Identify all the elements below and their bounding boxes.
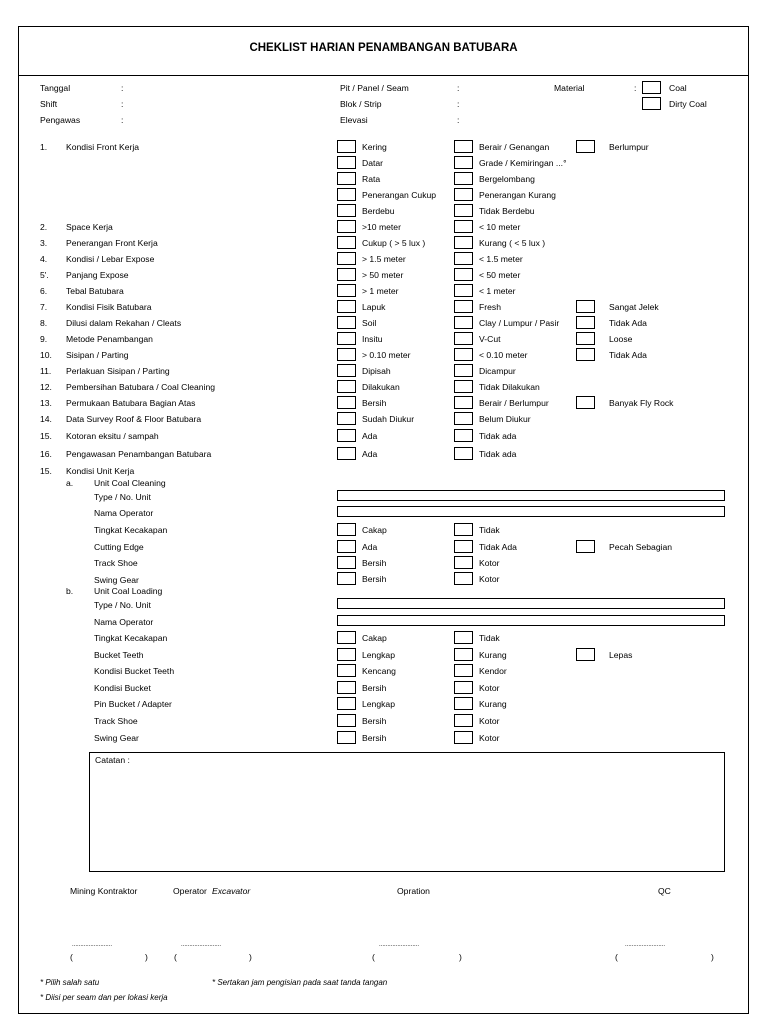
check-label: Tingkat Kecakapan — [94, 633, 168, 643]
colon: : — [457, 115, 460, 125]
item-label: Tebal Batubara — [66, 286, 124, 296]
check-label: Track Shoe — [94, 558, 138, 568]
option-label: Berdebu — [362, 206, 395, 216]
option-checkbox[interactable] — [454, 140, 473, 153]
option-label: < 1 meter — [479, 286, 516, 296]
option-label: Penerangan Cukup — [362, 190, 437, 200]
option-checkbox[interactable] — [337, 156, 356, 169]
unit-letter: b. — [66, 586, 74, 596]
colon: : — [634, 83, 637, 93]
option-checkbox[interactable] — [337, 731, 356, 744]
operator-input[interactable] — [337, 615, 725, 626]
item-label: Kondisi Unit Kerja — [66, 466, 135, 476]
paren-open: ( — [615, 952, 618, 962]
option-checkbox[interactable] — [337, 681, 356, 694]
option-label: Tidak Dilakukan — [479, 382, 540, 392]
option-checkbox[interactable] — [454, 204, 473, 217]
sign-line: ........................ — [72, 942, 113, 948]
unit-title: Unit Coal Loading — [94, 586, 163, 596]
option-label: Tidak Ada — [609, 350, 647, 360]
option-label: Cukup ( > 5 lux ) — [362, 238, 426, 248]
option-checkbox[interactable] — [337, 664, 356, 677]
option-label: Tidak Ada — [479, 542, 517, 552]
option-label: Dilakukan — [362, 382, 400, 392]
option-checkbox[interactable] — [337, 380, 356, 393]
option-checkbox[interactable] — [337, 172, 356, 185]
option-label: Clay / Lumpur / Pasir — [479, 318, 560, 328]
option-checkbox[interactable] — [337, 697, 356, 710]
paren-open: ( — [372, 952, 375, 962]
notes-box[interactable] — [89, 752, 725, 872]
option-checkbox[interactable] — [337, 412, 356, 425]
colon: : — [121, 83, 124, 93]
option-checkbox[interactable] — [454, 540, 473, 553]
option-checkbox[interactable] — [454, 556, 473, 569]
item-number: 16. — [40, 449, 52, 459]
option-checkbox[interactable] — [337, 572, 356, 585]
dirty-coal-label: Dirty Coal — [669, 99, 707, 109]
shift-label: Shift — [40, 99, 58, 109]
sign-opration-label: Opration — [397, 886, 430, 896]
option-checkbox[interactable] — [337, 268, 356, 281]
colon: : — [457, 99, 460, 109]
option-label: Tidak — [479, 525, 500, 535]
colon: : — [121, 115, 124, 125]
item-number: 5'. — [40, 270, 49, 280]
item-label: Sisipan / Parting — [66, 350, 129, 360]
check-label: Swing Gear — [94, 733, 139, 743]
coal-checkbox[interactable] — [642, 81, 661, 94]
option-label: Bersih — [362, 683, 387, 693]
option-label: >10 meter — [362, 222, 401, 232]
option-label: Sudah Diukur — [362, 414, 415, 424]
option-label: Cakap — [362, 633, 387, 643]
elevasi-label: Elevasi — [340, 115, 368, 125]
option-checkbox[interactable] — [337, 188, 356, 201]
option-label: Dicampur — [479, 366, 516, 376]
option-checkbox[interactable] — [454, 188, 473, 201]
item-number: 13. — [40, 398, 52, 408]
option-checkbox[interactable] — [576, 140, 595, 153]
footnote-3: * Diisi per seam dan per lokasi kerja — [40, 993, 168, 1002]
option-label: Ada — [362, 449, 378, 459]
option-label: Rata — [362, 174, 381, 184]
dirty-coal-checkbox[interactable] — [642, 97, 661, 110]
option-label: Bersih — [362, 574, 387, 584]
option-checkbox[interactable] — [337, 540, 356, 553]
material-label: Material — [554, 83, 585, 93]
option-label: < 0.10 meter — [479, 350, 528, 360]
option-label: Bersih — [362, 733, 387, 743]
item-label: Dilusi dalam Rekahan / Cleats — [66, 318, 182, 328]
item-number: 8. — [40, 318, 48, 328]
option-checkbox[interactable] — [337, 140, 356, 153]
option-checkbox[interactable] — [454, 364, 473, 377]
sign-mining-label: Mining Kontraktor — [70, 886, 138, 896]
unit-title: Unit Coal Cleaning — [94, 478, 166, 488]
sign-line: ........................ — [625, 942, 666, 948]
option-checkbox[interactable] — [576, 396, 595, 409]
option-label: Grade / Kemiringan ...° — [479, 158, 567, 168]
option-label: Tidak ada — [479, 431, 517, 441]
option-checkbox[interactable] — [337, 429, 356, 442]
option-checkbox[interactable] — [337, 648, 356, 661]
check-label: Pin Bucket / Adapter — [94, 699, 172, 709]
option-label: Loose — [609, 334, 633, 344]
option-label: Tidak Ada — [609, 318, 647, 328]
option-checkbox[interactable] — [337, 300, 356, 313]
option-label: Ada — [362, 431, 378, 441]
option-checkbox[interactable] — [576, 540, 595, 553]
option-checkbox[interactable] — [337, 332, 356, 345]
item-number: 14. — [40, 414, 52, 424]
option-label: Kendor — [479, 666, 507, 676]
item-label: Data Survey Roof & Floor Batubara — [66, 414, 202, 424]
option-label: Penerangan Kurang — [479, 190, 556, 200]
check-label: Swing Gear — [94, 575, 139, 585]
option-label: > 1.5 meter — [362, 254, 406, 264]
option-label: Bersih — [362, 558, 387, 568]
paren-close: ) — [249, 952, 252, 962]
item-label: Permukaan Batubara Bagian Atas — [66, 398, 196, 408]
option-checkbox[interactable] — [454, 172, 473, 185]
option-label: Berlumpur — [609, 142, 649, 152]
option-checkbox[interactable] — [454, 236, 473, 249]
option-checkbox[interactable] — [337, 364, 356, 377]
item-number: 6. — [40, 286, 48, 296]
pengawas-label: Pengawas — [40, 115, 81, 125]
option-label: Datar — [362, 158, 384, 168]
option-checkbox[interactable] — [337, 252, 356, 265]
option-checkbox[interactable] — [454, 220, 473, 233]
option-label: Kotor — [479, 574, 500, 584]
colon: : — [457, 83, 460, 93]
option-checkbox[interactable] — [454, 156, 473, 169]
option-label: Lengkap — [362, 650, 395, 660]
option-label: Kotor — [479, 716, 500, 726]
option-checkbox[interactable] — [337, 220, 356, 233]
coal-label: Coal — [669, 83, 687, 93]
check-label: Track Shoe — [94, 716, 138, 726]
tanggal-label: Tanggal — [40, 83, 71, 93]
option-checkbox[interactable] — [454, 332, 473, 345]
item-number: 10. — [40, 350, 52, 360]
unit-letter: a. — [66, 478, 74, 488]
item-number: 1. — [40, 142, 48, 152]
option-label: Banyak Fly Rock — [609, 398, 674, 408]
paren-open: ( — [70, 952, 73, 962]
option-label: < 1.5 meter — [479, 254, 523, 264]
option-checkbox[interactable] — [337, 348, 356, 361]
option-checkbox[interactable] — [454, 572, 473, 585]
colon: : — [121, 99, 124, 109]
option-checkbox[interactable] — [576, 316, 595, 329]
check-label: Bucket Teeth — [94, 650, 144, 660]
option-label: Belum Diukur — [479, 414, 531, 424]
option-checkbox[interactable] — [337, 714, 356, 727]
option-checkbox[interactable] — [454, 664, 473, 677]
paren-close: ) — [711, 952, 714, 962]
option-checkbox[interactable] — [576, 348, 595, 361]
option-checkbox[interactable] — [454, 697, 473, 710]
item-label: Kondisi Fisik Batubara — [66, 302, 152, 312]
item-label: Space Kerja — [66, 222, 113, 232]
option-checkbox[interactable] — [337, 447, 356, 460]
paren-close: ) — [145, 952, 148, 962]
option-checkbox[interactable] — [337, 204, 356, 217]
option-label: V-Cut — [479, 334, 501, 344]
option-label: Bersih — [362, 716, 387, 726]
option-checkbox[interactable] — [454, 396, 473, 409]
item-number: 3. — [40, 238, 48, 248]
option-label: Berair / Genangan — [479, 142, 550, 152]
option-checkbox[interactable] — [337, 396, 356, 409]
option-label: Kencang — [362, 666, 396, 676]
footnote-1: * Pilih salah satu — [40, 978, 100, 987]
option-label: Kotor — [479, 558, 500, 568]
sign-line: ........................ — [379, 942, 420, 948]
item-number: 4. — [40, 254, 48, 264]
option-checkbox[interactable] — [337, 556, 356, 569]
option-checkbox[interactable] — [337, 631, 356, 644]
option-checkbox[interactable] — [576, 332, 595, 345]
option-label: Insitu — [362, 334, 383, 344]
sign-excavator-label: Excavator — [212, 886, 251, 896]
option-label: Tidak — [479, 633, 500, 643]
check-label: Cutting Edge — [94, 542, 144, 552]
option-label: Kurang — [479, 699, 507, 709]
option-checkbox[interactable] — [454, 447, 473, 460]
paren-close: ) — [459, 952, 462, 962]
option-checkbox[interactable] — [454, 681, 473, 694]
option-label: Fresh — [479, 302, 501, 312]
check-label: Tingkat Kecakapan — [94, 525, 168, 535]
paren-open: ( — [174, 952, 177, 962]
option-checkbox[interactable] — [576, 648, 595, 661]
option-label: > 0.10 meter — [362, 350, 411, 360]
check-label: Kondisi Bucket Teeth — [94, 666, 175, 676]
notes-label: Catatan : — [95, 755, 130, 765]
option-label: > 50 meter — [362, 270, 404, 280]
option-checkbox[interactable] — [337, 236, 356, 249]
operator-label: Nama Operator — [94, 508, 154, 518]
option-label: Lepas — [609, 650, 633, 660]
option-checkbox[interactable] — [454, 284, 473, 297]
option-label: Sangat Jelek — [609, 302, 659, 312]
option-checkbox[interactable] — [337, 523, 356, 536]
type-label: Type / No. Unit — [94, 600, 151, 610]
item-label: Penerangan Front Kerja — [66, 238, 158, 248]
item-number: 2. — [40, 222, 48, 232]
item-number: 15. — [40, 431, 52, 441]
item-label: Pembersihan Batubara / Coal Cleaning — [66, 382, 216, 392]
operator-label: Nama Operator — [94, 617, 154, 627]
option-label: Ada — [362, 542, 378, 552]
option-checkbox[interactable] — [454, 731, 473, 744]
option-checkbox[interactable] — [454, 348, 473, 361]
operator-input[interactable] — [337, 506, 725, 517]
item-number: 11. — [40, 366, 52, 376]
option-checkbox[interactable] — [454, 429, 473, 442]
option-label: Tidak ada — [479, 449, 517, 459]
option-label: Pecah Sebagian — [609, 542, 673, 552]
footnote-2: * Sertakan jam pengisian pada saat tanda tangan — [212, 978, 388, 987]
option-label: Kering — [362, 142, 387, 152]
option-label: Kotor — [479, 683, 500, 693]
option-label: Bersih — [362, 398, 387, 408]
option-label: Tidak Berdebu — [479, 206, 535, 216]
option-label: Kotor — [479, 733, 500, 743]
option-label: Lapuk — [362, 302, 386, 312]
option-checkbox[interactable] — [454, 252, 473, 265]
sign-qc-label: QC — [658, 886, 671, 896]
option-checkbox[interactable] — [576, 300, 595, 313]
item-label: Pengawasan Penambangan Batubara — [66, 449, 212, 459]
item-number: 9. — [40, 334, 48, 344]
blok-label: Blok / Strip — [340, 99, 382, 109]
option-label: Dipisah — [362, 366, 391, 376]
item-label: Panjang Expose — [66, 270, 129, 280]
option-checkbox[interactable] — [454, 316, 473, 329]
item-number: 7. — [40, 302, 48, 312]
form-title: CHEKLIST HARIAN PENAMBANGAN BATUBARA — [249, 42, 518, 54]
option-label: > 1 meter — [362, 286, 399, 296]
option-label: < 50 meter — [479, 270, 521, 280]
option-checkbox[interactable] — [337, 284, 356, 297]
option-label: Kurang ( < 5 lux ) — [479, 238, 546, 248]
check-label: Kondisi Bucket — [94, 683, 151, 693]
option-label: Soil — [362, 318, 377, 328]
option-label: Bergelombang — [479, 174, 535, 184]
title-divider — [18, 75, 749, 76]
sign-operator-label: Operator — [173, 886, 207, 896]
option-checkbox[interactable] — [337, 316, 356, 329]
option-label: Berair / Berlumpur — [479, 398, 549, 408]
type-input[interactable] — [337, 490, 725, 501]
type-label: Type / No. Unit — [94, 492, 151, 502]
item-label: Kotoran eksitu / sampah — [66, 431, 159, 441]
option-checkbox[interactable] — [454, 523, 473, 536]
item-number: 15. — [40, 466, 52, 476]
option-checkbox[interactable] — [454, 300, 473, 313]
item-label: Perlakuan Sisipan / Parting — [66, 366, 170, 376]
option-label: Kurang — [479, 650, 507, 660]
item-label: Metode Penambangan — [66, 334, 153, 344]
option-checkbox[interactable] — [454, 412, 473, 425]
pit-label: Pit / Panel / Seam — [340, 83, 409, 93]
option-label: Cakap — [362, 525, 387, 535]
option-checkbox[interactable] — [454, 714, 473, 727]
sign-line: ........................ — [181, 942, 222, 948]
item-number: 12. — [40, 382, 52, 392]
option-checkbox[interactable] — [454, 648, 473, 661]
option-label: < 10 meter — [479, 222, 521, 232]
option-label: Lengkap — [362, 699, 395, 709]
option-checkbox[interactable] — [454, 268, 473, 281]
option-checkbox[interactable] — [454, 380, 473, 393]
item-label: Kondisi Front Kerja — [66, 142, 140, 152]
item-label: Kondisi / Lebar Expose — [66, 254, 155, 264]
type-input[interactable] — [337, 598, 725, 609]
option-checkbox[interactable] — [454, 631, 473, 644]
